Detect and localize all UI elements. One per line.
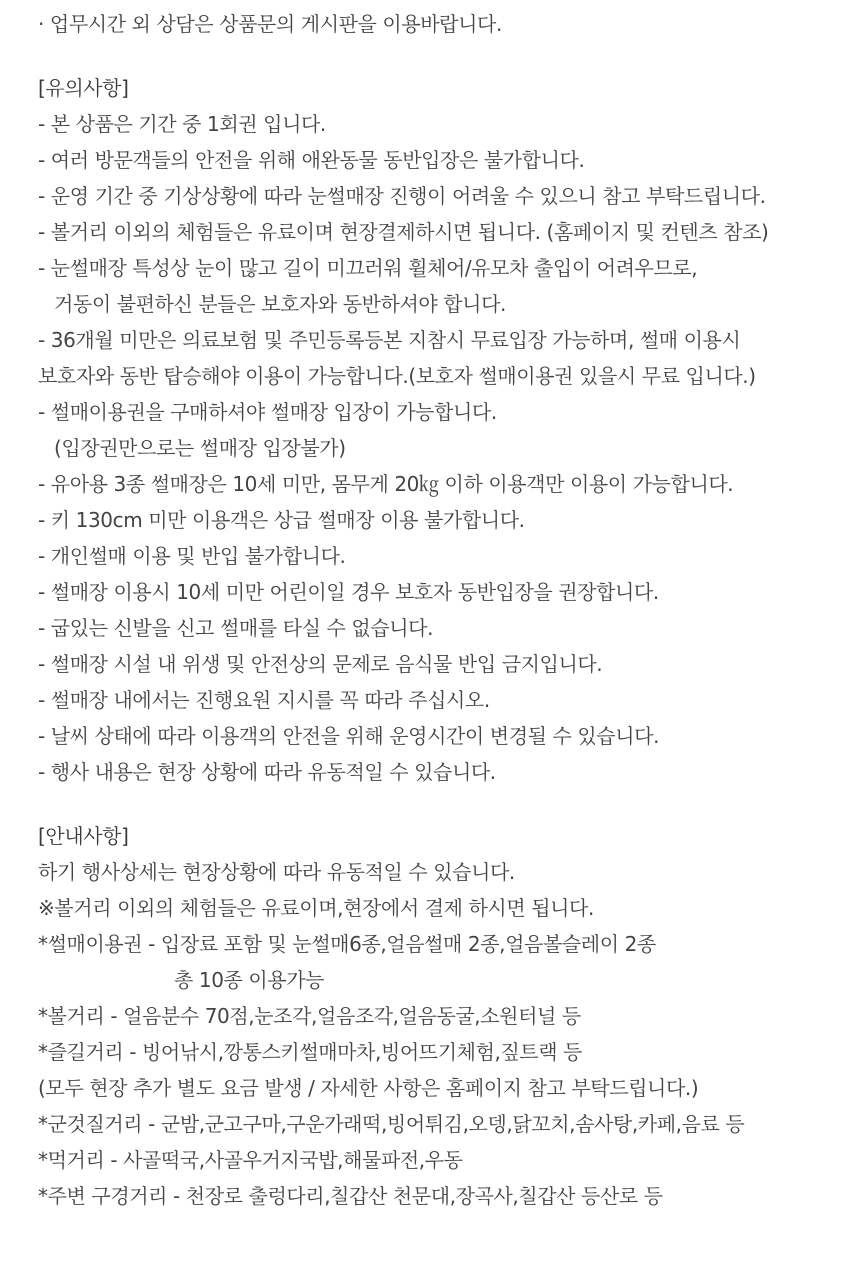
caution-line: - 썰매장 내에서는 진행요원 지시를 꼭 따라 주십시오. bbox=[38, 688, 490, 712]
caution-line: - 눈썰매장 특성상 눈이 많고 길이 미끄러워 휠체어/유모차 출입이 어려우므로, bbox=[38, 256, 698, 280]
notice-document bbox=[38, 6, 854, 1214]
caution-line: - 굽있는 신발을 신고 썰매를 타실 수 없습니다. bbox=[38, 616, 434, 640]
caution-line: - 본 상품은 기간 중 1회권 입니다. bbox=[38, 112, 326, 136]
caution-line: - 볼거리 이외의 체험들은 유료이며 현장결제하시면 됩니다. (홈페이지 및 컨텐츠 참조) bbox=[38, 220, 769, 244]
caution-line: - 유아용 3종 썰매장은 10세 미만, 몸무게 20㎏ 이하 이용객만 이용이 가능합니다. bbox=[38, 472, 734, 496]
caution-section bbox=[38, 70, 854, 790]
guide-line: (모두 현장 추가 별도 요금 발생 / 자세한 사항은 홈페이지 참고 부탁드립니다.) bbox=[38, 1076, 699, 1100]
section-gap bbox=[38, 790, 854, 818]
caution-line: - 운영 기간 중 기상상황에 따라 눈썰매장 진행이 어려울 수 있으니 참고 부탁드립니다. bbox=[38, 184, 766, 208]
guide-line: *먹거리 - 사골떡국,사골우거지국밥,해물파전,우동 bbox=[38, 1148, 463, 1172]
guide-line: *썰매이용권 - 입장료 포함 및 눈썰매6종,얼음썰매 2종,얼음볼슬레이 2종 bbox=[38, 932, 656, 956]
guide-line: *군것질거리 - 군밤,군고구마,구운가래떡,빙어튀김,오뎅,닭꼬치,솜사탕,카페,음료 등 bbox=[38, 1112, 745, 1136]
caution-heading: [유의사항] bbox=[38, 76, 129, 100]
guide-section bbox=[38, 818, 854, 1214]
caution-line: - 키 130cm 미만 이용객은 상급 썰매장 이용 불가합니다. bbox=[38, 508, 525, 532]
caution-line-continued: 보호자와 동반 탑승해야 이용이 가능합니다.(보호자 썰매이용권 있을시 무료 입니다.) bbox=[38, 364, 756, 388]
caution-line-continued: (입장권만으로는 썰매장 입장불가) bbox=[54, 436, 346, 460]
intro-line: · 업무시간 외 상담은 상품문의 게시판을 이용바랍니다. bbox=[38, 12, 502, 36]
caution-line: - 개인썰매 이용 및 반입 불가합니다. bbox=[38, 544, 346, 568]
guide-line: *볼거리 - 얼음분수 70점,눈조각,얼음조각,얼음동굴,소원터널 등 bbox=[38, 1004, 581, 1028]
guide-heading: [안내사항] bbox=[38, 824, 129, 848]
guide-line: 하기 행사상세는 현장상황에 따라 유동적일 수 있습니다. bbox=[38, 860, 515, 884]
caution-line: - 여러 방문객들의 안전을 위해 애완동물 동반입장은 불가합니다. bbox=[38, 148, 585, 172]
caution-line: - 행사 내용은 현장 상황에 따라 유동적일 수 있습니다. bbox=[38, 760, 496, 784]
section-gap bbox=[38, 42, 854, 70]
caution-line: - 썰매장 시설 내 위생 및 안전상의 문제로 음식물 반입 금지입니다. bbox=[38, 652, 603, 676]
caution-line: - 썰매장 이용시 10세 미만 어린이일 경우 보호자 동반입장을 권장합니다. bbox=[38, 580, 659, 604]
caution-line: - 날씨 상태에 따라 이용객의 안전을 위해 운영시간이 변경될 수 있습니다. bbox=[38, 724, 660, 748]
caution-line-continued: 거동이 불편하신 분들은 보호자와 동반하셔야 합니다. bbox=[54, 292, 506, 316]
caution-line: - 썰매이용권을 구매하셔야 썰매장 입장이 가능합니다. bbox=[38, 400, 497, 424]
guide-line: *주변 구경거리 - 천장로 출렁다리,칠갑산 천문대,장곡사,칠갑산 등산로 등 bbox=[38, 1184, 663, 1208]
guide-line: ※볼거리 이외의 체험들은 유료이며,현장에서 결제 하시면 됩니다. bbox=[38, 896, 594, 920]
guide-line: *즐길거리 - 빙어낚시,깡통스키썰매마차,빙어뜨기체험,짚트랙 등 bbox=[38, 1040, 583, 1064]
guide-line-continued: 총 10종 이용가능 bbox=[174, 968, 325, 992]
caution-line: - 36개월 미만은 의료보험 및 주민등록등본 지참시 무료입장 가능하며, 썰매 이용시 bbox=[38, 328, 741, 352]
